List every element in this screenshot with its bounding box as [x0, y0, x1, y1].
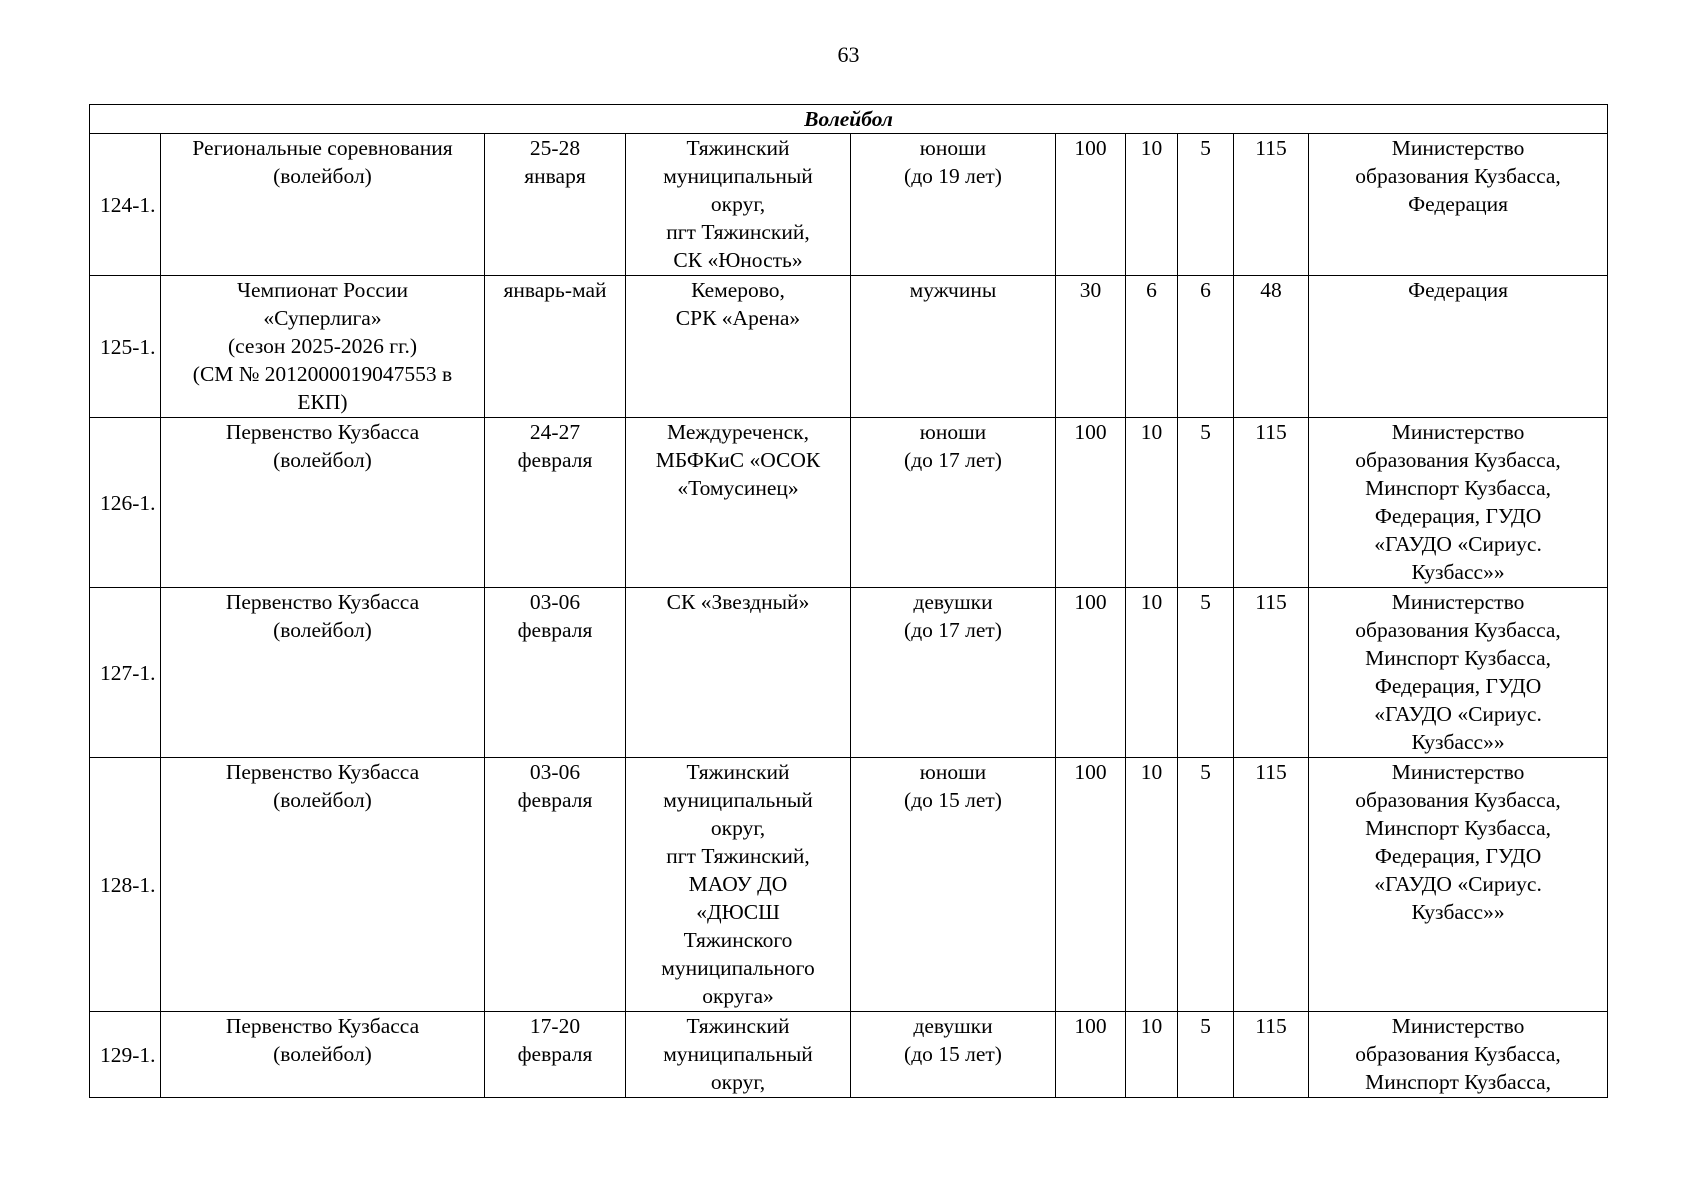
event-place-cell — [626, 588, 851, 758]
organizer-line: Кузбасс»» — [1411, 560, 1505, 584]
organizer-line: Минспорт Кузбасса, — [1365, 476, 1551, 500]
event-dates-cell — [485, 588, 626, 758]
event-place-line: округ, — [710, 192, 766, 216]
table-row — [90, 588, 1608, 758]
judges-count-cell: 5 — [1178, 134, 1234, 276]
organizer-cell — [1309, 276, 1608, 418]
event-name-line: «Суперлига» — [263, 306, 382, 330]
coaches-count-cell: 10 — [1126, 418, 1178, 588]
athletes-count-cell: 100 — [1056, 758, 1126, 1012]
total-count-cell: 115 — [1234, 134, 1309, 276]
event-name-cell — [161, 1012, 485, 1098]
participants-group-line: девушки — [913, 590, 993, 614]
event-name-cell — [161, 588, 485, 758]
athletes-count-cell: 100 — [1056, 588, 1126, 758]
event-name-line: Первенство Кузбасса — [225, 590, 420, 614]
coaches-count-cell: 10 — [1126, 134, 1178, 276]
event-name-line: (волейбол) — [273, 1042, 372, 1066]
event-place-line: Тяжинский — [686, 760, 790, 784]
organizer-cell — [1309, 758, 1608, 1012]
event-place-line: Междуреченск, — [667, 420, 809, 444]
event-dates-cell — [485, 276, 626, 418]
table-row — [90, 1012, 1608, 1098]
event-place-line: Тяжинский — [686, 136, 790, 160]
event-name-line: (волейбол) — [273, 448, 372, 472]
participants-group-line: мужчины — [909, 278, 997, 302]
event-place-line: муниципальный — [663, 788, 813, 812]
event-dates-cell — [485, 134, 626, 276]
total-count-cell: 115 — [1234, 1012, 1309, 1098]
participants-group-line: (до 17 лет) — [904, 618, 1002, 642]
coaches-count-cell: 10 — [1126, 588, 1178, 758]
event-place-cell — [626, 418, 851, 588]
organizer-cell — [1309, 1012, 1608, 1098]
organizer-line: образования Кузбасса, — [1355, 1042, 1561, 1066]
organizer-line: Кузбасс»» — [1411, 730, 1505, 754]
total-count-cell: 48 — [1234, 276, 1309, 418]
organizer-line: Федерация, ГУДО — [1374, 504, 1542, 528]
participants-group-cell — [851, 1012, 1056, 1098]
participants-group-cell — [851, 276, 1056, 418]
table-row — [90, 758, 1608, 1012]
event-place-line: округа» — [702, 984, 774, 1008]
event-name-line: Первенство Кузбасса — [225, 1014, 420, 1038]
table-row — [90, 134, 1608, 276]
events-table — [89, 104, 1608, 1098]
event-name-cell — [161, 758, 485, 1012]
event-name-line: (волейбол) — [273, 618, 372, 642]
event-name-line: (сезон 2025-2026 гг.) — [227, 334, 418, 358]
row-number-cell: 127-1. — [90, 588, 161, 758]
event-dates-cell — [485, 418, 626, 588]
organizer-line: «ГАУДО «Сириус. — [1374, 532, 1542, 556]
participants-group-line: (до 17 лет) — [904, 448, 1002, 472]
row-number-cell: 124-1. — [90, 134, 161, 276]
event-place-line: Тяжинский — [686, 1014, 790, 1038]
organizer-line: образования Кузбасса, — [1355, 448, 1561, 472]
organizer-line: Министерство — [1391, 760, 1525, 784]
total-count-cell: 115 — [1234, 758, 1309, 1012]
organizer-line: Министерство — [1391, 590, 1525, 614]
event-place-cell — [626, 758, 851, 1012]
event-place-cell — [626, 134, 851, 276]
event-place-line: СК «Звездный» — [666, 590, 810, 614]
organizer-line: Федерация, ГУДО — [1374, 844, 1542, 868]
organizer-line: Федерация, ГУДО — [1374, 674, 1542, 698]
event-place-line: пгт Тяжинский, — [666, 844, 810, 868]
participants-group-cell — [851, 758, 1056, 1012]
event-place-line: Тяжинского — [683, 928, 793, 952]
organizer-line: Федерация — [1408, 278, 1509, 302]
row-number-cell: 126-1. — [90, 418, 161, 588]
event-place-line: «ДЮСШ — [696, 900, 780, 924]
organizer-line: образования Кузбасса, — [1355, 788, 1561, 812]
organizer-line: «ГАУДО «Сириус. — [1374, 872, 1542, 896]
event-dates-line: 03-06 — [529, 760, 581, 784]
participants-group-line: девушки — [913, 1014, 993, 1038]
coaches-count-cell: 10 — [1126, 1012, 1178, 1098]
event-name-line: ЕКП) — [297, 390, 348, 414]
participants-group-line: (до 19 лет) — [904, 164, 1002, 188]
table-body — [90, 105, 1608, 1098]
event-place-line: муниципального — [661, 956, 815, 980]
event-place-line: «Томусинец» — [677, 476, 799, 500]
event-dates-line: 24-27 — [529, 420, 581, 444]
section-title: Волейбол — [90, 105, 1608, 134]
organizer-line: Минспорт Кузбасса, — [1365, 1070, 1551, 1094]
event-place-line: муниципальный — [663, 1042, 813, 1066]
participants-group-line: юноши — [919, 420, 987, 444]
event-name-line: (СМ № 2012000019047553 в — [192, 362, 453, 386]
event-place-line: СРК «Арена» — [675, 306, 801, 330]
organizer-line: образования Кузбасса, — [1355, 618, 1561, 642]
organizer-line: Министерство — [1391, 136, 1525, 160]
organizer-cell — [1309, 134, 1608, 276]
organizer-line: Министерство — [1391, 1014, 1525, 1038]
event-dates-line: 17-20 — [529, 1014, 581, 1038]
event-place-cell — [626, 1012, 851, 1098]
event-dates-cell — [485, 1012, 626, 1098]
event-place-line: МАОУ ДО — [688, 872, 788, 896]
event-name-line: Первенство Кузбасса — [225, 420, 420, 444]
participants-group-line: юноши — [919, 136, 987, 160]
coaches-count-cell: 6 — [1126, 276, 1178, 418]
event-name-line: Региональные соревнования — [192, 136, 453, 160]
event-dates-line: 03-06 — [529, 590, 581, 614]
judges-count-cell: 6 — [1178, 276, 1234, 418]
participants-group-line: (до 15 лет) — [904, 788, 1002, 812]
event-place-line: округ, — [710, 1070, 766, 1094]
event-name-line: Чемпионат России — [237, 278, 408, 302]
organizer-cell — [1309, 418, 1608, 588]
event-place-line: муниципальный — [663, 164, 813, 188]
event-dates-line: января — [524, 164, 586, 188]
organizer-line: Минспорт Кузбасса, — [1365, 646, 1551, 670]
event-place-cell — [626, 276, 851, 418]
event-place-line: пгт Тяжинский, — [666, 220, 810, 244]
organizer-line: образования Кузбасса, — [1355, 164, 1561, 188]
athletes-count-cell: 100 — [1056, 418, 1126, 588]
event-dates-line: февраля — [517, 618, 593, 642]
event-dates-line: январь-май — [503, 278, 607, 302]
row-number-cell: 125-1. — [90, 276, 161, 418]
participants-group-cell — [851, 588, 1056, 758]
athletes-count-cell: 100 — [1056, 1012, 1126, 1098]
total-count-cell: 115 — [1234, 588, 1309, 758]
organizer-line: Федерация — [1408, 192, 1509, 216]
coaches-count-cell: 10 — [1126, 758, 1178, 1012]
organizer-line: Минспорт Кузбасса, — [1365, 816, 1551, 840]
row-number-cell: 129-1. — [90, 1012, 161, 1098]
row-number-cell: 128-1. — [90, 758, 161, 1012]
participants-group-line: (до 15 лет) — [904, 1042, 1002, 1066]
judges-count-cell: 5 — [1178, 588, 1234, 758]
event-dates-line: 25-28 — [529, 136, 581, 160]
event-name-line: (волейбол) — [273, 164, 372, 188]
judges-count-cell: 5 — [1178, 418, 1234, 588]
organizer-line: «ГАУДО «Сириус. — [1374, 702, 1542, 726]
participants-group-cell — [851, 418, 1056, 588]
section-header-row — [90, 105, 1608, 134]
event-name-cell — [161, 134, 485, 276]
event-dates-cell — [485, 758, 626, 1012]
organizer-line: Кузбасс»» — [1411, 900, 1505, 924]
event-place-line: СК «Юность» — [673, 248, 803, 272]
event-dates-line: февраля — [517, 448, 593, 472]
event-place-line: округ, — [710, 816, 766, 840]
judges-count-cell: 5 — [1178, 1012, 1234, 1098]
athletes-count-cell: 100 — [1056, 134, 1126, 276]
event-dates-line: февраля — [517, 788, 593, 812]
event-name-line: (волейбол) — [273, 788, 372, 812]
participants-group-cell — [851, 134, 1056, 276]
table-row — [90, 418, 1608, 588]
organizer-line: Министерство — [1391, 420, 1525, 444]
event-name-line: Первенство Кузбасса — [225, 760, 420, 784]
event-name-cell — [161, 418, 485, 588]
page-number: 63 — [837, 42, 860, 67]
event-dates-line: февраля — [517, 1042, 593, 1066]
judges-count-cell: 5 — [1178, 758, 1234, 1012]
organizer-cell — [1309, 588, 1608, 758]
event-place-line: Кемерово, — [691, 278, 785, 302]
table-row — [90, 276, 1608, 418]
event-place-line: МБФКиС «ОСОК — [655, 448, 821, 472]
total-count-cell: 115 — [1234, 418, 1309, 588]
athletes-count-cell: 30 — [1056, 276, 1126, 418]
event-name-cell — [161, 276, 485, 418]
participants-group-line: юноши — [919, 760, 987, 784]
